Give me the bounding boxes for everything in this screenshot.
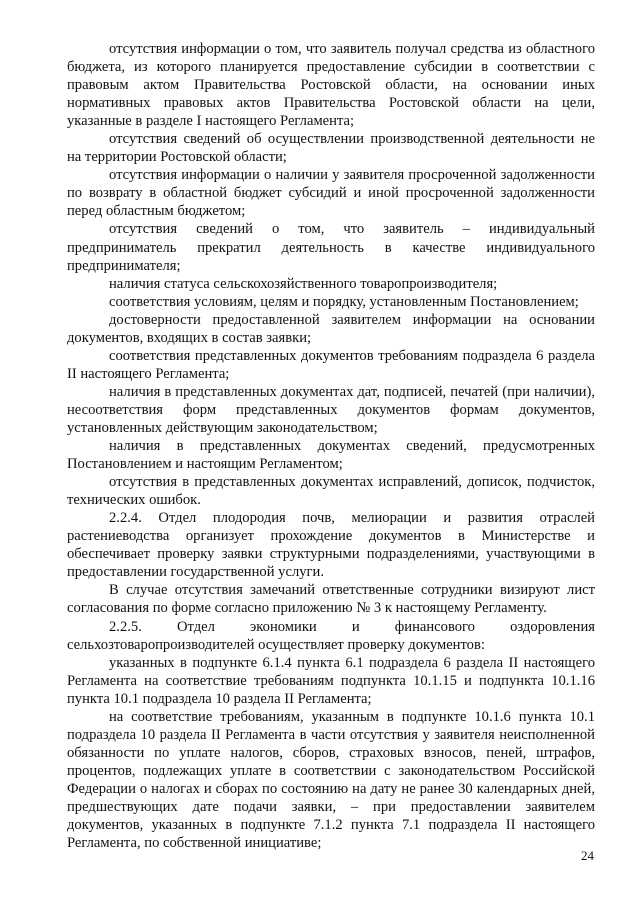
paragraph-documents-compliance: соответствия представленных документов требованиям подраздела 6 раздела II настоящего Регламента; xyxy=(67,347,595,382)
page-number: 24 xyxy=(581,848,594,863)
paragraph-agri-producer-status: наличия статуса сельскохозяйственного товаропроизводителя; xyxy=(109,275,498,292)
document-page xyxy=(67,40,595,852)
paragraph-no-budget-funds: отсутствия информации о том, что заявитель получал средства из областного бюджета, из которого планируется предоставление субсидии в соответствии с правовым актом Правительства Ростовской области, на основании иных нормативных правовых актов Правительства Ростовской области на цели, указанные в разделе I настоящего Регламента; xyxy=(67,41,595,130)
paragraph-section-2-2-5: 2.2.5. Отдел экономики и финансового оздоровления сельхозтоваропроизводителей осуществляет проверку документов: xyxy=(67,618,595,653)
paragraph-required-information: наличия в представленных документах сведений, предусмотренных Постановлением и настоящим Регламентом; xyxy=(67,438,595,473)
paragraph-no-activity-outside-region: отсутствия сведений об осуществлении производственной деятельности не на территории Ростовской области; xyxy=(67,131,595,166)
paragraph-approval-sheet: В случае отсутствия замечаний ответственные сотрудники визируют лист согласования по форме согласно приложению № 3 к настоящему Регламенту. xyxy=(67,582,595,617)
paragraph-entrepreneur-activity: отсутствия сведений о том, что заявитель – индивидуальный предприниматель прекратил деятельность в качестве индивидуального предпринимателя; xyxy=(67,221,595,274)
paragraph-no-overdue-debt: отсутствия информации о наличии у заявителя просроченной задолженности по возврату в областной бюджет субсидий и иной просроченной задолженности перед областным бюджетом; xyxy=(67,167,595,220)
paragraph-subparagraph-6-1-4: указанных в подпункте 6.1.4 пункта 6.1 подраздела 6 раздела II настоящего Регламента на соответствие требованиям подпункта 10.1.15 и подпункта 10.1.16 пункта 10.1 подраздела 10 раздела II Регламента; xyxy=(67,654,595,707)
paragraph-no-corrections: отсутствия в представленных документах исправлений, дописок, подчисток, технических ошибок. xyxy=(67,474,595,509)
paragraph-information-reliability: достоверности предоставленной заявителем информации на основании документов, входящих в состав заявки; xyxy=(67,311,595,346)
paragraph-dates-signatures: наличия в представленных документах дат, подписей, печатей (при наличии), несоответствия форм представленных документов формам документов, установленных действующим законодательством; xyxy=(67,383,595,436)
paragraph-conditions-compliance: соответствия условиям, целям и порядку, установленным Постановлением; xyxy=(109,293,579,310)
paragraph-tax-obligations: на соответствие требованиям, указанным в подпункте 10.1.6 пункта 10.1 подраздела 10 раздела II Регламента в части отсутствия у заявителя неисполненной обязанности по уплате налогов, сборов, страховых взносов, пеней, штрафов, процентов, подлежащих уплате в соответствии с законодательством Российской Федерации о налогах и сборах по состоянию на дату не ранее 30 календарных дней, предшествующих дате подачи заявки, – при предоставлении заявителем документов, указанных в подпункте 7.1.2 пункта 7.1 подраздела II настоящего Регламента, по собственной инициативе; xyxy=(67,708,595,852)
paragraph-section-2-2-4: 2.2.4. Отдел плодородия почв, мелиорации и развития отраслей растениеводства организует прохождение документов в Министерстве и обеспечивает проверку заявки структурными подразделениями, участвующими в предоставлении государственной услуги. xyxy=(67,510,595,581)
